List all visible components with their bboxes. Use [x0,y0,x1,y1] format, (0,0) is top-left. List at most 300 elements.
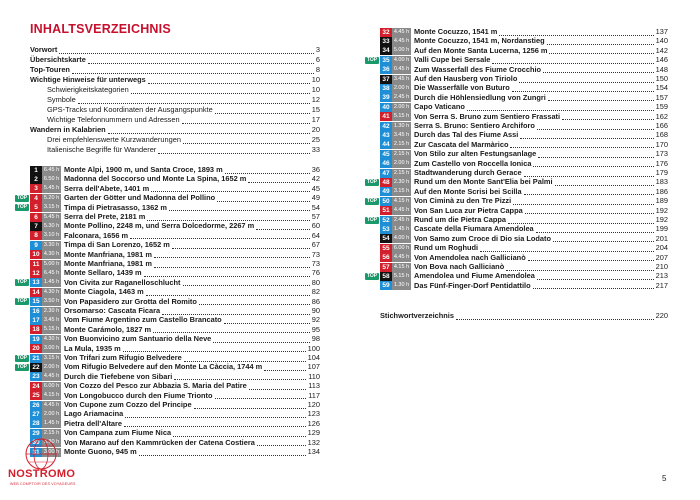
tour-duration: 3.45 h [393,75,410,82]
tour-number: 50 [380,197,392,206]
tour-page: 159 [655,102,668,112]
toc-entry[interactable] [30,95,320,105]
toc-entry-page: 15 [311,105,320,114]
top-tour-badge: TOP [366,197,378,204]
dot-leader [506,264,653,271]
tour-duration: 1.30 h [393,282,410,289]
toc-entry-label: Drei empfehlenswerte Kurzwanderungen [47,135,181,144]
tour-duration: 3.00 h [43,448,60,455]
toc-entry-label: Italienische Begriffe für Wanderer [47,145,157,154]
dot-leader [256,223,310,230]
tour-page: 213 [655,271,668,281]
page-number: 5 [662,474,667,483]
tour-duration: 2.30 h [393,178,410,185]
toc-entry[interactable] [30,65,320,75]
tour-number: 53 [380,225,392,234]
dot-leader [154,261,310,268]
dot-leader [130,232,310,239]
dot-leader [510,141,653,148]
top-tour-badge: TOP [16,204,28,211]
tour-duration: 4.45 h [393,28,410,35]
index-page: 220 [655,311,668,320]
tour-title: Rund um den Monte Sant'Elia bei Palmi [414,177,553,187]
tour-number: 43 [380,131,392,140]
tour-page: 45 [311,183,320,193]
dot-leader [172,242,310,249]
tour-page: 137 [655,27,668,36]
dot-leader [173,430,306,437]
dot-leader [123,345,306,352]
dot-leader [264,364,305,371]
tour-title: Madonna del Soccorso und Monte La Spina, 1652 m [64,174,247,184]
dot-leader [525,207,654,214]
top-tour-badge: TOP [16,194,28,201]
tour-duration: 5.15 h [393,272,410,279]
tour-number: 41 [380,112,392,121]
toc-entry-page: 20 [311,125,320,134]
tour-page: 207 [655,252,668,262]
toc-entry-label: Vorwort [30,45,58,54]
tour-page: 186 [655,186,668,196]
tour-duration: 3.15 h [43,354,60,361]
tour-page: 76 [311,268,320,278]
tour-title: Durch das Tal des Fiume Assi [414,130,519,140]
toc-entry-label: Schwierigkeitskategorien [47,85,129,94]
tour-page: 146 [655,55,668,65]
tour-title: Von San Luca zur Pietra Cappa [414,205,523,215]
top-tour-badge: TOP [366,56,378,63]
tour-duration: 2.00 h [43,363,60,370]
tour-number: 46 [380,159,392,168]
tour-duration: 4.00 h [393,56,410,63]
dot-leader [147,214,309,221]
dot-leader [78,97,310,104]
toc-entry-label: Wichtige Telefonnummern und Adressen [47,115,180,124]
dot-leader [182,117,310,124]
tour-duration: 3.15 h [393,188,410,195]
top-tour-badge: TOP [16,279,28,286]
page-title: INHALTSVERZEICHNIS [30,22,171,36]
tour-page: 36 [311,165,320,174]
tour-page: 107 [307,362,320,372]
dot-leader [108,127,310,134]
tour-number: 6 [30,213,42,222]
tour-title: Auf den Hausberg von Tiriolo [414,74,518,83]
dot-leader [533,282,654,289]
dot-leader [553,235,654,242]
tour-duration: 2.15 h [393,141,410,148]
dot-leader [158,147,309,154]
dot-leader [524,170,654,177]
toc-entry[interactable] [30,125,320,135]
tour-duration: 5.45 h [43,213,60,220]
dot-leader [169,204,310,211]
tour-duration: 4.45 h [393,207,410,214]
tour-page: 82 [311,287,320,297]
dot-leader [513,198,653,205]
dot-leader [538,151,653,158]
tour-title: Zum Castello von Roccella Ionica [414,158,532,168]
dot-leader [184,355,306,362]
tour-number: 19 [30,335,42,344]
tour-title: Amendolea und Fiume Amendolea [414,271,535,281]
tour-page: 67 [311,240,320,250]
tour-title: Monte Cocuzzo, 1541 m, Nordanstieg [414,36,545,46]
tour-title: Monte Sellaro, 1439 m [64,268,142,278]
tour-duration: 5.20 h [43,194,60,201]
tour-number: 38 [380,84,392,93]
tour-number: 49 [380,187,392,196]
dot-leader [88,57,314,64]
dot-leader [536,226,654,233]
dot-leader [131,87,310,94]
tour-number: 14 [30,288,42,297]
tour-duration: 2.00 h [393,103,410,110]
tour-title: Von Trifari zum Rifugio Belvedere [64,353,182,362]
toc-entry[interactable] [30,135,320,145]
tour-title: Rund um die Pietra Cappa [414,215,506,224]
tour-duration: 3.30 h [43,439,60,446]
tour-title: Timpa di San Lorenzo, 1652 m [64,240,170,250]
tour-number: 17 [30,316,42,325]
tour-title: Monte Ciagola, 1463 m [64,287,144,297]
toc-entry-page: 33 [311,145,320,154]
tour-page: 132 [307,437,320,447]
tour-duration: 6.00 h [393,244,410,251]
tour-duration: 4.30 h [43,335,60,342]
tour-number: 24 [30,382,42,391]
tour-duration: 0.45 h [393,66,410,73]
tour-number: 57 [380,263,392,272]
tour-number: 52 [380,216,392,225]
tour-page: 80 [311,277,320,287]
tour-number: 28 [30,419,42,428]
tour-title: Von Longobucco durch den Fiume Trionto [64,390,213,400]
toc-entry-label: Symbole [47,95,76,104]
tour-duration: 2.00 h [43,410,60,417]
tour-title: Die Wasserfälle von Buturo [414,83,510,93]
tour-page: 113 [308,381,320,391]
tour-number: 25 [30,391,42,400]
dot-leader [59,47,314,54]
tour-number: 36 [380,65,392,74]
tour-number: 2 [30,175,42,184]
tour-number: 26 [30,401,42,410]
tour-number: 10 [30,250,42,259]
tour-number: 23 [30,372,42,381]
toc-entry-page: 10 [311,75,320,84]
tour-duration: 4.15 h [393,263,410,270]
tour-page: 104 [307,353,320,362]
dot-leader [72,67,314,74]
dot-leader [508,217,654,224]
tour-title: Rund um Roghudi [414,243,479,253]
tour-title: Durch die Höhlensiedlung von Zungri [414,92,546,102]
dot-leader [215,392,307,399]
dot-leader [217,195,310,202]
tour-title: Von Cozzo del Pesco zur Abbazia S. Maria del Patire [64,381,247,391]
tour-duration: 3.30 h [43,241,60,248]
tour-title: Orsomarso: Cascata Ficara [64,306,161,315]
tour-duration: 5.30 h [43,222,60,229]
top-tour-badge: TOP [16,298,28,305]
tour-entry[interactable] [380,281,668,291]
tour-title: Auf den Monte Santa Lucerna, 1256 m [414,45,548,55]
tour-page: 210 [655,262,668,271]
tour-number: 27 [30,410,42,419]
tour-title: La Mula, 1935 m [64,343,121,353]
dot-leader [148,77,310,84]
tour-title: Pietra dell'Altare [64,418,123,428]
nostromo-logo [6,434,76,494]
dot-leader [225,167,310,174]
tour-duration: 5.00 h [393,47,410,54]
tour-duration: 1.30 h [393,122,410,129]
tour-duration: 2.30 h [43,307,60,314]
tour-number: 5 [30,203,42,212]
tour-duration: 2.00 h [393,84,410,91]
dot-leader [499,29,653,36]
dot-leader [519,76,653,83]
tour-number: 8 [30,231,42,240]
dot-leader [144,270,310,277]
tour-page: 86 [311,296,320,306]
tour-duration: 4.45 h [43,373,60,380]
tour-page: 157 [655,92,668,102]
index-entry[interactable] [380,311,668,321]
tour-duration: 5.15 h [393,113,410,120]
tour-number: 15 [30,297,42,306]
dot-leader [154,251,310,258]
tour-title: Von Serra S. Bruno zum Sentiero Frassati [414,111,561,121]
toc-entry[interactable] [30,145,320,155]
tour-number: 22 [30,363,42,372]
tour-number: 40 [380,103,392,112]
toc-entry[interactable] [30,105,320,115]
tour-number: 59 [380,281,392,290]
dot-leader [555,179,654,186]
index-label: Stichwortverzeichnis [380,311,454,320]
tour-title: Capo Vaticano [414,102,465,112]
tour-title: Von Buonvicino zum Santuario della Neve [64,334,212,344]
top-tour-badge: TOP [16,354,28,361]
tour-title: Zum Wasserfall des Fiume Crocchio [414,64,542,74]
tour-page: 168 [655,130,668,140]
tour-duration: 2.15 h [43,429,60,436]
dot-leader [174,373,306,380]
tour-page: 90 [311,306,320,315]
tour-title: Durch die Tiefebene von Sibari [64,371,173,381]
tour-number: 39 [380,93,392,102]
tour-duration: 3.45 h [393,131,410,138]
tour-title: Auf den Monte Scrisi bei Scilla [414,186,522,196]
tour-page: 42 [311,174,320,184]
tour-page: 189 [655,196,668,206]
toc-entry[interactable] [30,85,320,95]
tour-page: 73 [311,259,320,268]
tour-page: 117 [308,390,320,400]
dot-leader [547,38,654,45]
dot-leader [543,66,654,73]
tour-title: Falconara, 1656 m [64,230,129,240]
logo-tagline: WEB COMPTOIR DES VOYAGEURS [10,482,76,486]
tour-duration: 2.15 h [393,169,410,176]
tour-page: 57 [311,212,320,221]
tour-page: 64 [311,230,320,240]
toc-entry[interactable] [30,55,320,65]
tour-page: 98 [311,334,320,344]
tour-page: 176 [655,158,668,168]
tour-title: Serra dell'Abete, 1401 m [64,183,150,193]
toc-entry-page: 3 [315,45,320,54]
tour-page: 170 [655,139,668,149]
tour-duration: 3.45 h [43,316,60,323]
tour-duration: 2.45 h [393,216,410,223]
tour-title: Timpa di Pietrasasso, 1362 m [64,202,167,212]
tour-duration: 3.15 h [43,204,60,211]
tour-page: 150 [655,74,668,83]
tour-title: Von Campana zum Fiume Nica [64,428,172,438]
tour-page: 217 [655,280,668,290]
tour-number: 4 [30,194,42,203]
tour-page: 201 [655,233,668,243]
dot-leader [512,85,654,92]
tour-title: Valli Cupe bei Sersale [414,55,491,65]
dot-leader [224,317,310,324]
tour-title: Cascate della Fiumara Amendolea [414,224,534,234]
dot-leader [124,420,306,427]
tour-number: 42 [380,122,392,131]
tour-duration: 4.30 h [43,288,60,295]
dot-leader [524,188,654,195]
tour-page: 92 [311,315,320,325]
tour-duration: 2.45 h [393,94,410,101]
tour-number: 47 [380,169,392,178]
tour-duration: 5.00 h [43,260,60,267]
dot-leader [151,185,310,192]
toc-entry-page: 6 [315,55,320,64]
dot-leader [549,47,653,54]
tour-number: 12 [30,269,42,278]
tour-number: 55 [380,244,392,253]
dot-leader [528,254,654,261]
tour-number: 32 [380,28,392,37]
toc-entry-label: Wichtige Hinweise für unterwegs [30,75,146,84]
tour-page: 73 [311,249,320,259]
tour-number: 44 [380,140,392,149]
tour-number: 35 [380,56,392,65]
tour-page: 100 [307,343,320,353]
tour-title: Von Papasidero zur Grotta del Romito [64,296,197,306]
tour-number: 29 [30,429,42,438]
tour-number: 34 [380,46,392,55]
tour-number: 30 [30,438,42,447]
tour-duration: 6.45 h [43,166,60,173]
logo-word: NOSTROMO [8,468,76,480]
tour-number: 13 [30,278,42,287]
toc-entry-label: Wandern in Kalabrien [30,125,106,134]
tour-title: Vom Fiume Argentino zum Castello Brancato [64,315,222,325]
tour-title: Von Stilo zur alten Festungsanlage [414,149,537,159]
tour-number: 16 [30,307,42,316]
tour-page: 140 [655,36,668,46]
tour-number: 7 [30,222,42,231]
tour-title: Von Civita zur Raganelloschlucht [64,277,181,287]
tour-page: 179 [655,168,668,177]
dot-leader [537,123,654,130]
tour-duration: 5.45 h [43,185,60,192]
tour-duration: 6.00 h [43,382,60,389]
toc-entry-label: Top-Touren [30,65,70,74]
tour-duration: 4.30 h [43,251,60,258]
tour-page: 166 [655,121,668,130]
tour-title: Von Samo zum Croce di Dio sia Lodato [414,233,552,243]
top-tour-badge: TOP [366,272,378,279]
toc-entry-page: 25 [311,135,320,144]
tour-duration: 4.00 h [393,235,410,242]
tour-number: 54 [380,234,392,243]
tour-number: 45 [380,150,392,159]
toc-entry-page: 12 [311,95,320,104]
dot-leader [456,313,654,320]
dot-leader [520,132,653,139]
dot-leader [257,439,306,446]
tour-number: 58 [380,272,392,281]
tour-title: Von Cupone zum Cozzo del Principe [64,400,192,409]
toc-entry[interactable] [30,45,320,55]
dot-leader [492,57,653,64]
tour-page: 120 [307,400,320,409]
dot-leader [125,411,305,418]
tour-duration: 1.45 h [43,279,60,286]
tour-title: Monte Cocuzzo, 1541 m [414,27,498,36]
tour-page: 173 [655,149,668,159]
tour-title: Monte Pollino, 2248 m, und Serra Dolcedorme, 2267 m [64,221,255,231]
tour-title: Zur Cascata del Marmàrico [414,139,509,149]
dot-leader [183,137,310,144]
tour-page: 60 [311,221,320,231]
tour-page: 192 [655,215,668,224]
top-tour-badge: TOP [366,178,378,185]
tour-duration: 5.15 h [43,326,60,333]
dot-leader [194,402,306,409]
tour-page: 123 [307,409,320,419]
dot-leader [548,94,654,101]
dot-leader [215,107,310,114]
tour-title: Stadtwanderung durch Gerace [414,168,522,177]
dot-leader [537,273,654,280]
tour-title: Serra del Prete, 2181 m [64,212,146,221]
tour-title: Von Marano auf den Kammrücken der Catena Costiera [64,437,255,447]
toc-entry[interactable] [30,75,320,85]
toc-entry[interactable] [30,115,320,125]
tour-page: 95 [311,324,320,334]
toc-entry-page: 10 [311,85,320,94]
tour-duration: 1.45 h [393,225,410,232]
tour-title: Serra S. Bruno: Sentiero Archiforo [414,121,535,130]
dot-leader [562,113,654,120]
tour-title: Lago Ariamacina [64,409,124,419]
tour-number: 3 [30,184,42,193]
tour-title: Monte Manfriana, 1981 m [64,249,152,259]
dot-leader [183,279,310,286]
tour-duration: 6.50 h [43,175,60,182]
tour-title: Von Bova nach Gallicianò [414,262,505,271]
tour-title: Von Amendolea nach Gallicianò [414,252,526,262]
dot-leader [249,383,306,390]
tour-duration: 2.15 h [393,150,410,157]
dot-leader [480,245,654,252]
